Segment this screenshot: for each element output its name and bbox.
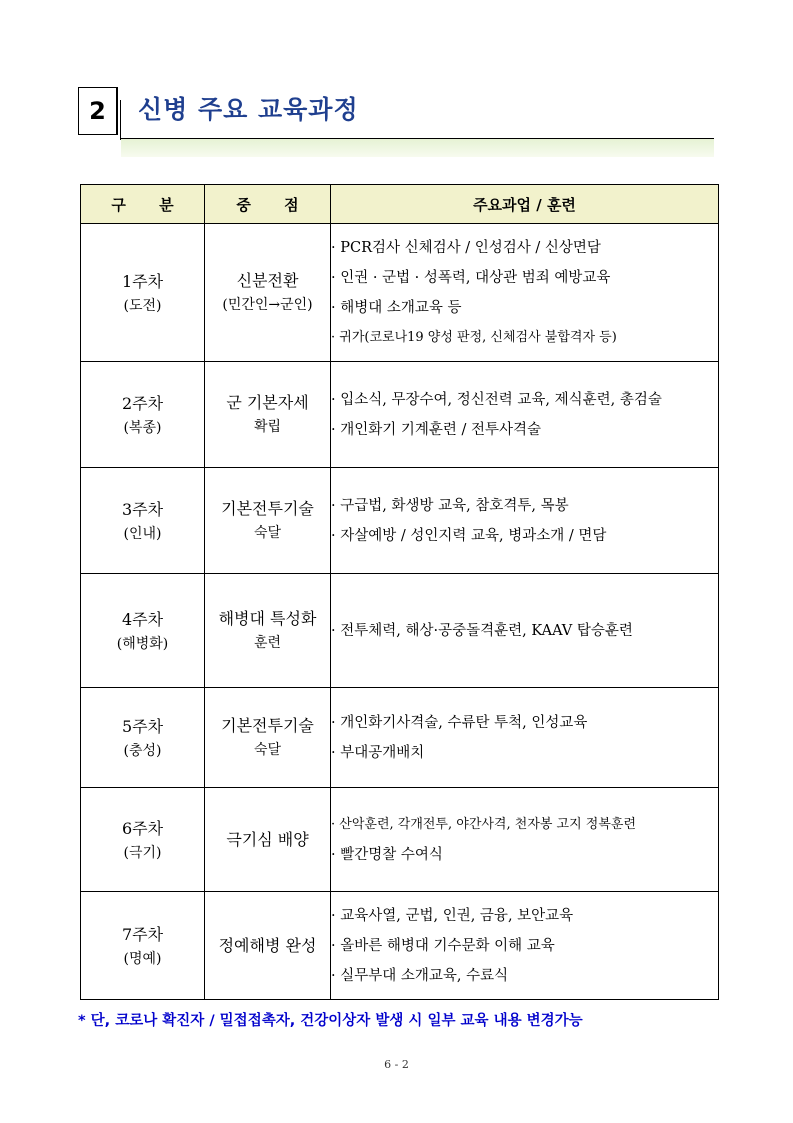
week-label: 2주차: [121, 393, 164, 413]
week-theme: (해병화): [116, 635, 169, 652]
tasks-cell: [331, 574, 719, 688]
focus-label: 정예해병 완성: [218, 936, 317, 955]
header-divider-vertical: [120, 100, 121, 140]
week-cell: [81, 688, 205, 788]
task-item: · 교육사열, 군법, 인권, 금융, 보안교육: [331, 907, 574, 924]
focus-sub-label: 확립: [253, 418, 282, 435]
week-label: 4주차: [121, 609, 164, 629]
focus-label: 해병대 특성화: [218, 608, 317, 628]
header-tasks: 주요과업 / 훈련: [331, 185, 719, 224]
focus-label: 군 기본자세: [226, 392, 309, 412]
focus-cell: [205, 468, 331, 574]
focus-cell: [205, 362, 331, 468]
table-row: [81, 362, 719, 468]
task-item: · 전투체력, 해상·공중돌격훈련, KAAV 탑승훈련: [331, 622, 633, 639]
tasks-cell: [331, 468, 719, 574]
table-row: [81, 574, 719, 688]
tasks-cell: [331, 224, 719, 362]
week-theme: (도전): [123, 297, 162, 314]
week-cell: [81, 362, 205, 468]
task-item: · 자살예방 / 성인지력 교육, 병과소개 / 면담: [331, 527, 607, 544]
focus-cell: [205, 224, 331, 362]
task-item: · 올바른 해병대 기수문화 이해 교육: [331, 937, 555, 954]
focus-cell: [205, 788, 331, 892]
week-theme: (극기): [123, 844, 162, 861]
section-title: 신병 주요 교육과정: [138, 95, 359, 124]
tasks-cell: [331, 788, 719, 892]
week-theme: (명예): [123, 950, 162, 967]
task-item: · 개인화기사격술, 수류탄 투척, 인성교육: [331, 714, 588, 731]
week-cell: [81, 574, 205, 688]
table-header-row: [81, 185, 719, 224]
week-label: 7주차: [121, 924, 164, 944]
table-row: [81, 224, 719, 362]
table-row: [81, 688, 719, 788]
week-label: 6주차: [121, 818, 164, 838]
focus-label: 기본전투기술: [221, 498, 314, 518]
table-row: [81, 788, 719, 892]
week-cell: [81, 892, 205, 1000]
focus-label: 기본전투기술: [221, 715, 314, 735]
week-label: 5주차: [121, 716, 164, 736]
task-item: · 빨간명찰 수여식: [331, 846, 443, 863]
tasks-cell: [331, 892, 719, 1000]
task-item: · 입소식, 무장수여, 정신전력 교육, 제식훈련, 총검술: [331, 391, 662, 408]
task-item: · 산악훈련, 각개전투, 야간사격, 천자봉 고지 정복훈련: [331, 816, 637, 832]
focus-sub-label: (민간인→군인): [222, 296, 313, 313]
task-item: · PCR검사 신체검사 / 인성검사 / 신상면담: [331, 239, 601, 256]
focus-cell: [205, 688, 331, 788]
task-item: · 부대공개배치: [331, 744, 425, 761]
header-category: 구 분: [81, 185, 205, 224]
task-item: · 인권 · 군법 · 성폭력, 대상관 범죄 예방교육: [331, 269, 611, 286]
focus-cell: [205, 574, 331, 688]
page-number: 6 - 2: [384, 1058, 409, 1071]
week-cell: [81, 468, 205, 574]
table-row: [81, 468, 719, 574]
section-number: 2: [78, 87, 118, 135]
task-item: · 해병대 소개교육 등: [331, 299, 462, 316]
week-cell: [81, 788, 205, 892]
task-item: · 구급법, 화생방 교육, 참호격투, 목봉: [331, 497, 569, 514]
task-item: · 실무부대 소개교육, 수료식: [331, 967, 509, 984]
tasks-cell: [331, 362, 719, 468]
focus-sub-label: 숙달: [253, 741, 282, 758]
footnote: * 단, 코로나 확진자 / 밀접접촉자, 건강이상자 발생 시 일부 교육 내용 변경가능: [78, 1013, 583, 1029]
section-header: [78, 80, 714, 156]
week-cell: [81, 224, 205, 362]
focus-label: 신분전환: [236, 270, 299, 290]
week-theme: (복종): [123, 419, 162, 436]
week-theme: (인내): [123, 525, 162, 542]
focus-sub-label: 숙달: [253, 524, 282, 541]
week-theme: (충성): [123, 742, 162, 759]
curriculum-table: [80, 184, 719, 1000]
table-row: [81, 892, 719, 1000]
task-item: · 귀가(코로나19 양성 판정, 신체검사 불합격자 등): [331, 329, 617, 345]
tasks-cell: [331, 688, 719, 788]
week-label: 1주차: [121, 271, 164, 291]
focus-sub-label: 훈련: [253, 634, 282, 651]
focus-label: 극기심 배양: [226, 830, 309, 849]
header-shade: [121, 139, 714, 157]
task-item: · 개인화기 기계훈련 / 전투사격술: [331, 421, 542, 438]
focus-cell: [205, 892, 331, 1000]
week-label: 3주차: [121, 499, 164, 519]
header-focus: 중 점: [205, 185, 331, 224]
